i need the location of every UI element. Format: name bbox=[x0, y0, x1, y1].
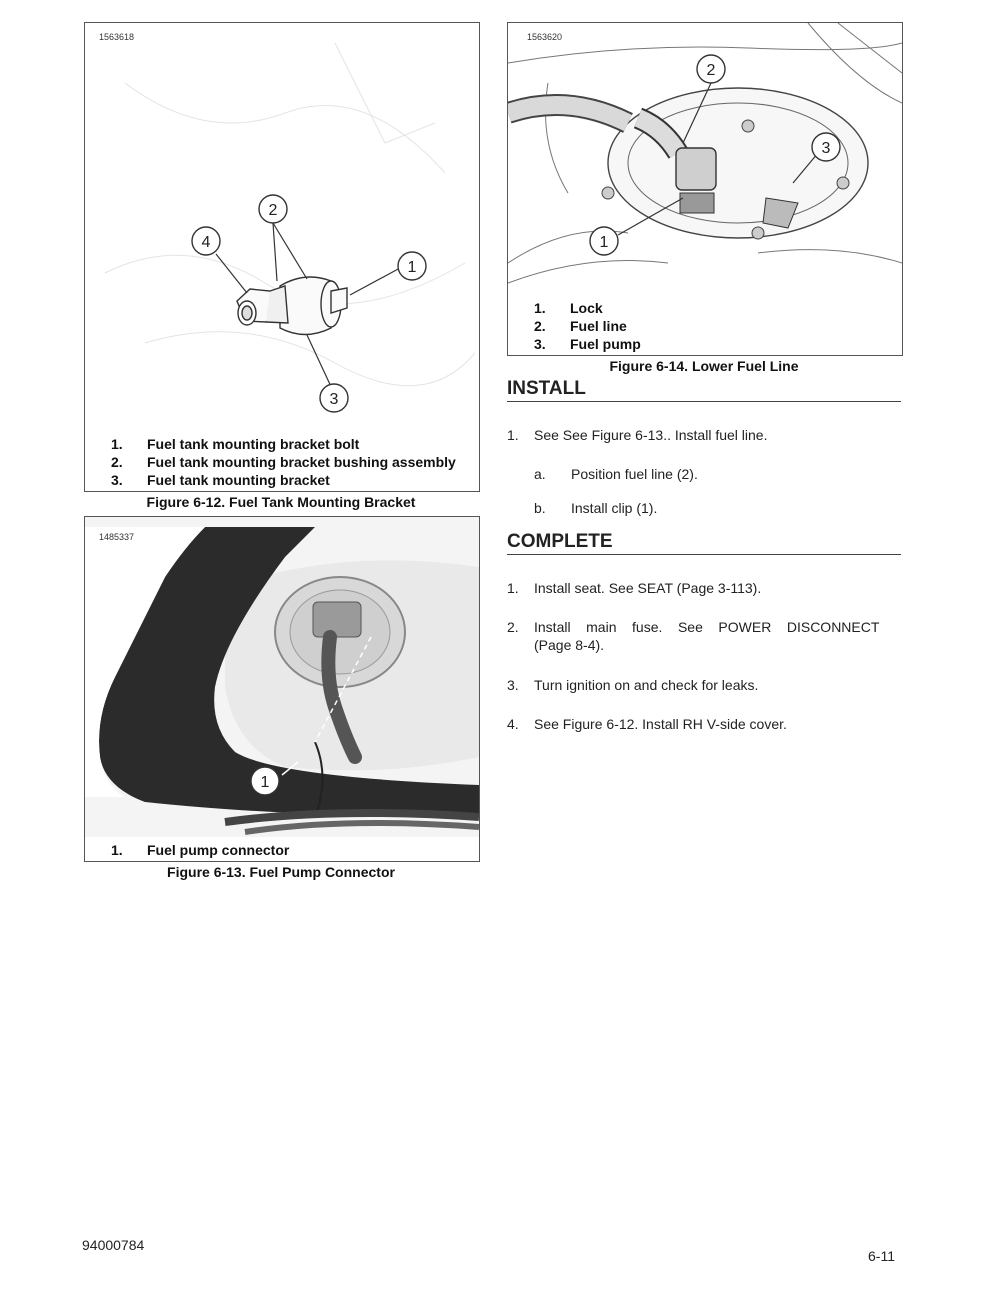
install-heading: INSTALL bbox=[507, 378, 901, 402]
figure-6-12-box bbox=[84, 22, 480, 492]
callout-row: 1. Fuel tank mounting bracket bolt bbox=[111, 436, 360, 452]
figure-6-12-callouts bbox=[111, 435, 456, 489]
complete-heading: COMPLETE bbox=[507, 531, 901, 555]
marker-3-label: 3 bbox=[329, 391, 339, 408]
complete-step-3: 3. Turn ignition on and check for leaks. bbox=[507, 677, 759, 693]
fuel-pump-connector-photo bbox=[85, 517, 479, 837]
install-step-b: b. Install clip (1). bbox=[534, 500, 658, 516]
callout-row: 3. Fuel pump bbox=[534, 336, 641, 352]
callout-row: 3. Fuel tank mounting bracket bbox=[111, 472, 330, 488]
page-number: 6-11 bbox=[868, 1248, 895, 1264]
marker-1-label: 1 bbox=[407, 259, 417, 276]
install-step-1: 1. See See Figure 6-13.. Install fuel line. bbox=[507, 427, 768, 443]
callout-row: 2. Fuel line bbox=[534, 318, 627, 334]
figure-6-14-image-id: 1563620 bbox=[524, 32, 565, 42]
figure-6-13-caption: Figure 6-13. Fuel Pump Connector bbox=[167, 864, 395, 880]
marker-1-label: 1 bbox=[260, 774, 270, 791]
marker-2-label: 2 bbox=[268, 202, 278, 219]
marker-4-label: 4 bbox=[201, 234, 211, 251]
complete-step-1: 1. Install seat. See SEAT (Page 3-113). bbox=[507, 580, 762, 596]
lower-fuel-line-illustration bbox=[508, 23, 902, 298]
figure-6-14-box bbox=[507, 22, 903, 356]
figure-6-13-callouts bbox=[111, 841, 289, 859]
complete-step-4: 4. See Figure 6-12. Install RH V-side cover. bbox=[507, 716, 787, 732]
callout-row: 1. Lock bbox=[534, 300, 603, 316]
marker-1-label: 1 bbox=[599, 234, 609, 251]
install-step-a: a. Position fuel line (2). bbox=[534, 466, 698, 482]
figure-6-13-box bbox=[84, 516, 480, 862]
figure-6-14-caption: Figure 6-14. Lower Fuel Line bbox=[609, 358, 799, 374]
marker-2-label: 2 bbox=[706, 62, 716, 79]
complete-step-2: 2. Install main fuse. See POWER DISCONNECT (Page 8-4). bbox=[507, 619, 880, 653]
document-number: 94000784 bbox=[82, 1237, 145, 1253]
figure-6-12-caption: Figure 6-12. Fuel Tank Mounting Bracket bbox=[146, 494, 416, 510]
fuel-tank-bracket-illustration bbox=[85, 23, 479, 423]
callout-row: 1. Fuel pump connector bbox=[111, 842, 290, 858]
callout-row: 2. Fuel tank mounting bracket bushing assembly bbox=[111, 454, 456, 470]
figure-6-13-image-id: 1485337 bbox=[99, 532, 135, 542]
figure-6-12-image-id: 1563618 bbox=[99, 32, 135, 42]
figure-6-14-callouts bbox=[534, 299, 641, 353]
marker-3-label: 3 bbox=[821, 140, 831, 157]
